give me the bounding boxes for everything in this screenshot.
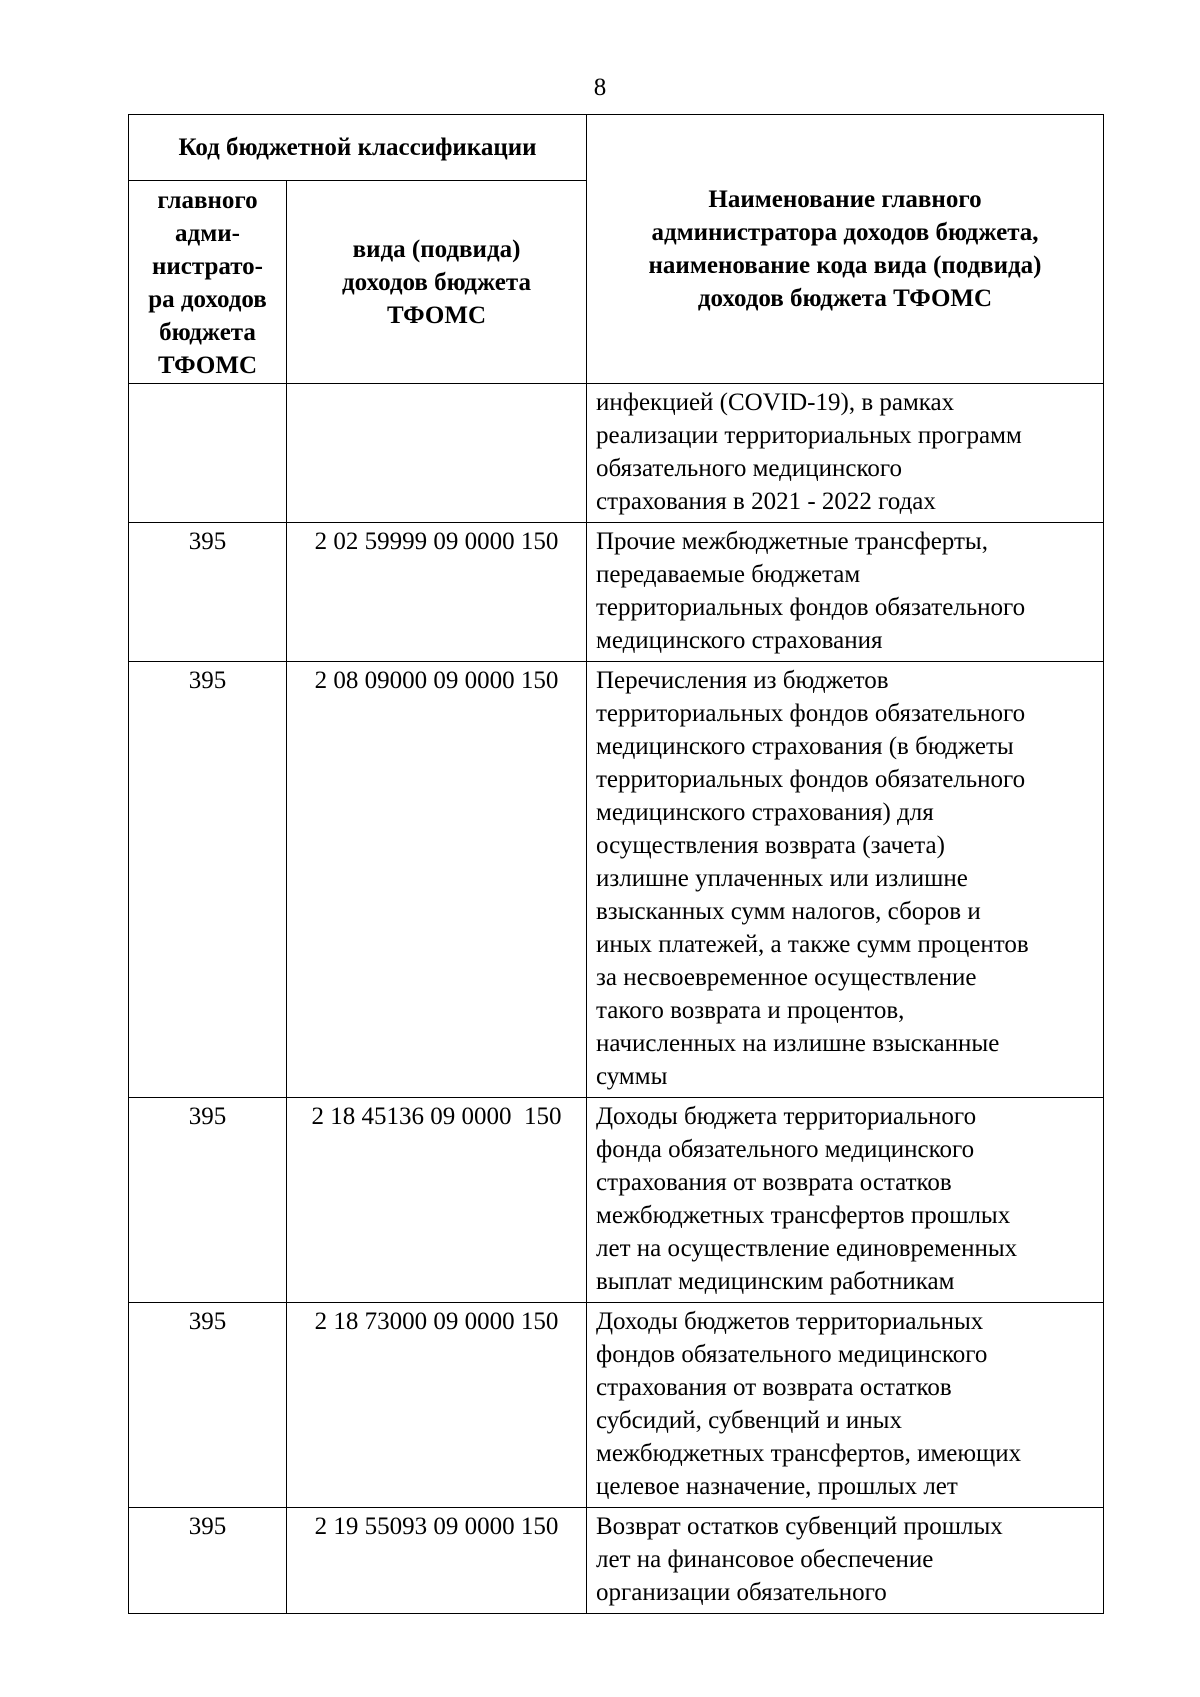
description-line: страхования от возврата остатков	[596, 1169, 952, 1196]
description-cell	[587, 1508, 1104, 1614]
table-row	[129, 1508, 1104, 1614]
description-line: межбюджетных трансфертов, имеющих	[596, 1440, 1022, 1467]
description-line: страхования в 2021 - 2022 годах	[596, 488, 936, 515]
description-line: субсидий, субвенций и иных	[596, 1407, 902, 1434]
description-line: фондов обязательного медицинского	[596, 1341, 988, 1368]
header-name-line: администратора доходов бюджета,	[651, 219, 1039, 246]
description-cell	[587, 1098, 1104, 1303]
description-line: инфекцией (COVID-19), в рамках	[596, 389, 955, 416]
description-line: медицинского страхования) для	[596, 799, 934, 826]
description-line: излишне уплаченных или излишне	[596, 865, 968, 892]
admin-code-cell: 395	[129, 662, 287, 1098]
description-line: организации обязательного	[596, 1579, 887, 1606]
header-row-group	[129, 115, 1104, 181]
description-cell	[587, 384, 1104, 523]
description-line: Прочие межбюджетные трансферты,	[596, 528, 988, 555]
header-admin-column	[129, 181, 287, 384]
description-line: целевое назначение, прошлых лет	[596, 1473, 958, 1500]
description-line: реализации территориальных программ	[596, 422, 1022, 449]
header-admin-line: адми-	[175, 220, 240, 247]
table-row	[129, 1303, 1104, 1508]
header-classification-code: Код бюджетной классификации	[129, 115, 587, 181]
income-code-cell: 2 08 09000 09 0000 150	[287, 662, 587, 1098]
income-code-cell: 2 18 73000 09 0000 150	[287, 1303, 587, 1508]
table-row	[129, 384, 1104, 523]
table-row	[129, 523, 1104, 662]
header-admin-line: нистрато-	[151, 253, 264, 280]
description-cell	[587, 523, 1104, 662]
description-line: страхования от возврата остатков	[596, 1374, 952, 1401]
description-line: обязательного медицинского	[596, 455, 903, 482]
description-line: лет на финансовое обеспечение	[596, 1546, 934, 1573]
header-code-line: вида (подвида)	[352, 235, 521, 263]
description-line: медицинского страхования (в бюджеты	[596, 733, 1014, 760]
header-name-column	[587, 115, 1104, 384]
description-line: осуществления возврата (зачета)	[596, 832, 945, 859]
admin-code-cell: 395	[129, 1098, 287, 1303]
header-code-column	[287, 181, 587, 384]
description-line: суммы	[596, 1063, 668, 1090]
table-header	[129, 115, 1104, 384]
header-admin-line: ра доходов	[148, 286, 267, 313]
income-code-cell: 2 19 55093 09 0000 150	[287, 1508, 587, 1614]
table-row	[129, 1098, 1104, 1303]
income-code-cell: 2 02 59999 09 0000 150	[287, 523, 587, 662]
description-cell	[587, 662, 1104, 1098]
description-line: лет на осуществление единовременных	[596, 1235, 1018, 1262]
description-line: территориальных фондов обязательного	[596, 766, 1026, 793]
table-body	[129, 384, 1104, 1614]
description-line: иных платежей, а также сумм процентов	[596, 931, 1029, 958]
header-code-line: доходов бюджета	[342, 268, 531, 296]
income-code-cell	[287, 384, 587, 523]
admin-code-cell: 395	[129, 1303, 287, 1508]
table-row	[129, 662, 1104, 1098]
header-code-line: ТФОМС	[387, 301, 486, 329]
income-code-cell: 2 18 45136 09 0000 150	[287, 1098, 587, 1303]
description-line: такого возврата и процентов,	[596, 997, 905, 1024]
header-admin-line: ТФОМС	[158, 352, 257, 379]
header-admin-line: бюджета	[159, 319, 256, 346]
admin-code-cell: 395	[129, 523, 287, 662]
description-line: фонда обязательного медицинского	[596, 1136, 975, 1163]
description-line: выплат медицинским работникам	[596, 1268, 955, 1295]
description-line: межбюджетных трансфертов прошлых	[596, 1202, 1011, 1229]
page-number: 8	[593, 74, 607, 101]
description-line: Перечисления из бюджетов	[596, 667, 889, 694]
header-admin-line: главного	[157, 187, 258, 214]
description-line: Доходы бюджетов территориальных	[596, 1308, 984, 1335]
description-line: взысканных сумм налогов, сборов и	[596, 898, 981, 925]
description-cell	[587, 1303, 1104, 1508]
description-line: медицинского страхования	[596, 627, 883, 654]
description-line: Доходы бюджета территориального	[596, 1103, 977, 1130]
description-line: за несвоевременное осуществление	[596, 964, 977, 991]
description-line: Возврат остатков субвенций прошлых	[596, 1513, 1003, 1540]
description-line: начисленных на излишне взысканные	[596, 1030, 1000, 1057]
description-line: территориальных фондов обязательного	[596, 700, 1026, 727]
admin-code-cell	[129, 384, 287, 523]
header-name-line: доходов бюджета ТФОМС	[697, 285, 993, 312]
budget-classification-table	[128, 114, 1104, 1614]
header-name-line: Наименование главного	[708, 186, 982, 213]
admin-code-cell: 395	[129, 1508, 287, 1614]
description-line: территориальных фондов обязательного	[596, 594, 1026, 621]
description-line: передаваемые бюджетам	[596, 561, 861, 588]
header-name-line: наименование кода вида (подвида)	[648, 252, 1042, 279]
